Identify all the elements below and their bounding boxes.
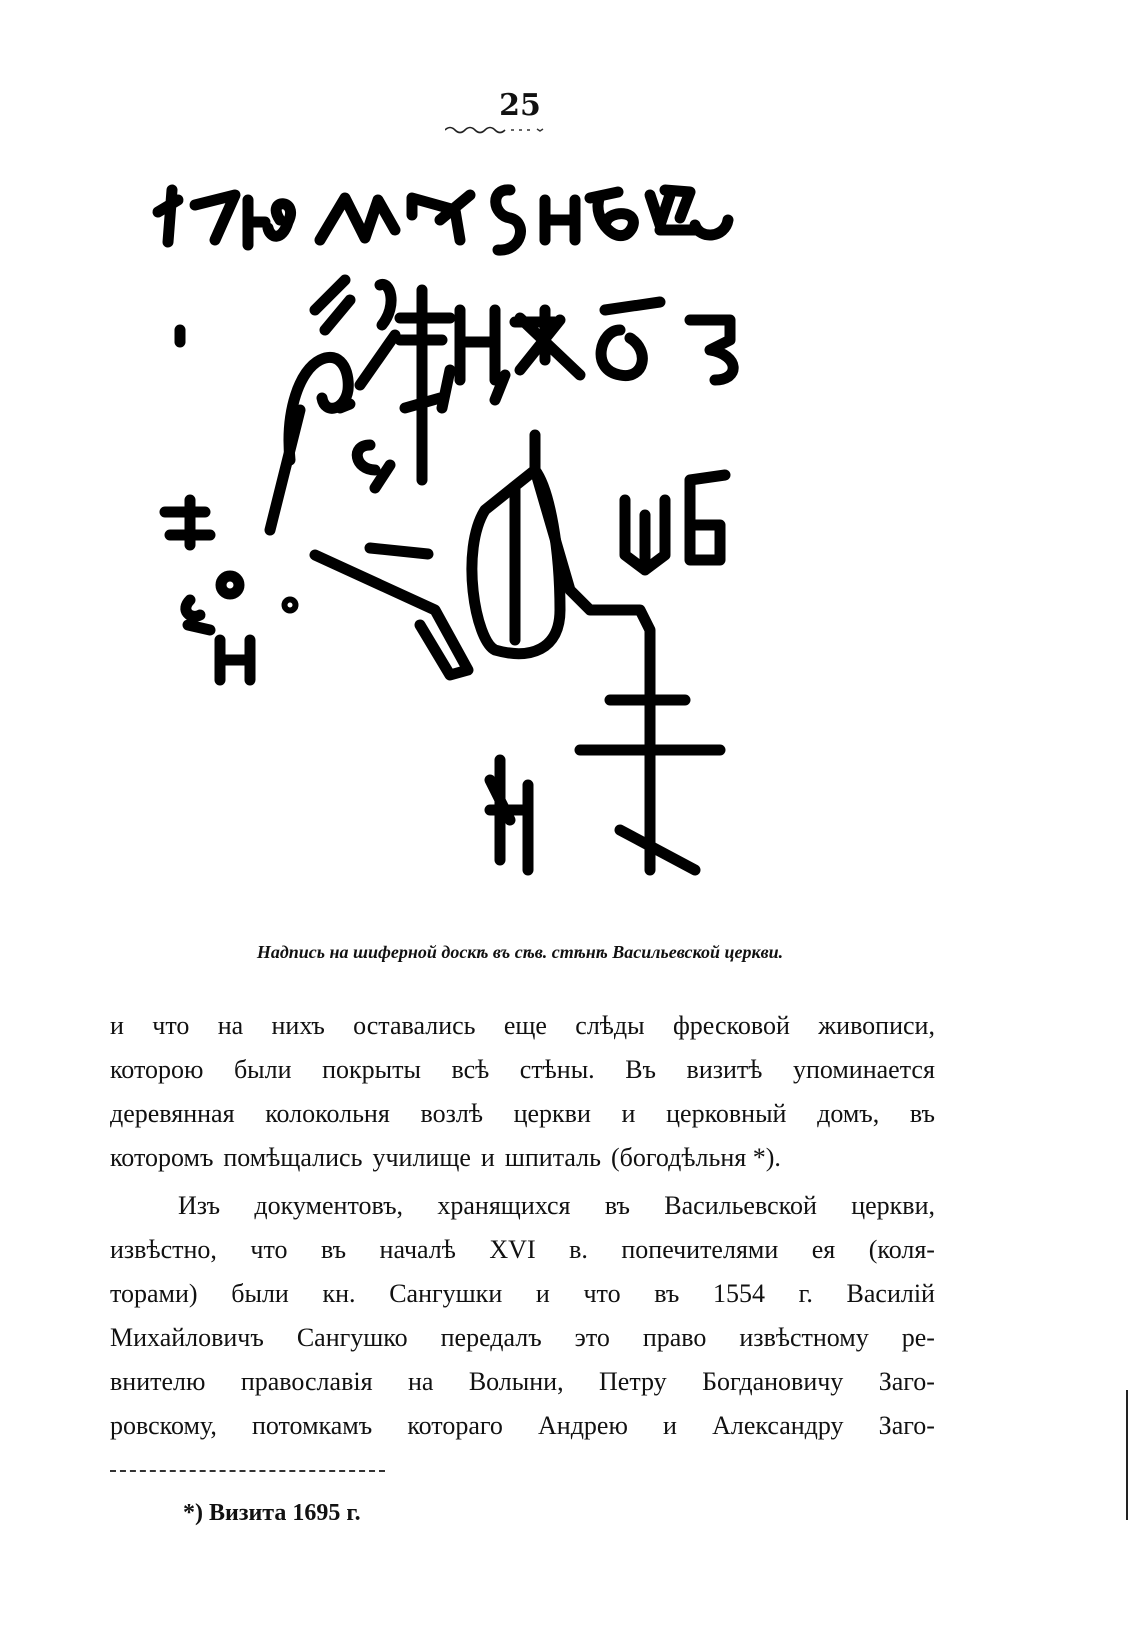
text-line [110, 1228, 935, 1272]
word: передалъ [440, 1323, 542, 1352]
word: церковный [666, 1099, 787, 1128]
word: возлѣ [420, 1099, 483, 1128]
word: потомкамъ [251, 1411, 373, 1440]
word: извѣстно, [110, 1235, 217, 1264]
word: Андрею [538, 1411, 628, 1440]
word: ровскому, [110, 1411, 217, 1440]
text-line [110, 1004, 935, 1048]
page-edge-mark [1126, 1390, 1128, 1520]
footnote: *) Визита 1695 г. [183, 1500, 361, 1526]
word: церкви [513, 1099, 591, 1128]
page-number: 25 [499, 88, 541, 123]
word: кн. [322, 1279, 356, 1308]
word: стѣны. [519, 1055, 595, 1084]
word: что [152, 1011, 190, 1040]
word: г. [798, 1279, 813, 1308]
word: упоминается [792, 1055, 935, 1084]
word: Александру [712, 1411, 844, 1440]
word: Петру [599, 1367, 667, 1396]
word: Изъ [178, 1191, 221, 1220]
word: (коля- [868, 1235, 935, 1264]
figure-caption: Надпись на шиферной доскѣ въ сѣв. стѣнѣ Васильевской церкви. [256, 942, 784, 962]
paragraph [110, 1004, 935, 1180]
text-line [110, 1092, 935, 1136]
word: православія [240, 1367, 373, 1396]
paragraph [110, 1184, 935, 1448]
word: извѣстному [739, 1323, 869, 1352]
word: Сангушки [389, 1279, 503, 1308]
word: Въ [625, 1055, 657, 1084]
word: церкви, [851, 1191, 935, 1220]
word: на [407, 1367, 434, 1396]
word: ея [811, 1235, 836, 1264]
word: нихъ [271, 1011, 325, 1040]
ornament-divider [445, 124, 565, 134]
word: въ [654, 1279, 680, 1308]
text-line [110, 1404, 935, 1448]
word: и [663, 1411, 677, 1440]
word: были [231, 1279, 289, 1308]
text-line [110, 1360, 935, 1404]
word: Михайловичъ [110, 1323, 264, 1352]
word: хранящихся [437, 1191, 571, 1220]
word: были [233, 1055, 292, 1084]
word: слѣды [575, 1011, 645, 1040]
word: это [574, 1323, 610, 1352]
inscription-drawing [150, 170, 850, 900]
word: которою [110, 1055, 204, 1084]
word: училище [372, 1143, 471, 1172]
word: Сангушко [296, 1323, 408, 1352]
word: и [110, 1011, 124, 1040]
word: торами) [110, 1279, 198, 1308]
word: внителю [110, 1367, 206, 1396]
word: котораго [407, 1411, 503, 1440]
text-line [110, 1316, 935, 1360]
word: XVI [489, 1235, 536, 1264]
footnote-divider [110, 1470, 385, 1472]
word: Василій [846, 1279, 935, 1308]
word: Васильевской [664, 1191, 817, 1220]
word: документовъ, [254, 1191, 404, 1220]
word: покрыты [322, 1055, 421, 1084]
word: которомъ [110, 1143, 214, 1172]
word: право [642, 1323, 707, 1352]
word: что [583, 1279, 621, 1308]
word: въ [320, 1235, 347, 1264]
word: фресковой [672, 1011, 790, 1040]
word: помѣщались [223, 1143, 363, 1172]
word: и [480, 1143, 495, 1172]
word: домъ, [817, 1099, 880, 1128]
word: что [250, 1235, 288, 1264]
body-text [110, 1004, 935, 1448]
word: ре- [901, 1323, 935, 1352]
word: на [217, 1011, 244, 1040]
text-line [110, 1272, 935, 1316]
word: Заго- [878, 1367, 935, 1396]
word: Волыни, [468, 1367, 564, 1396]
word: 1554 [712, 1279, 765, 1308]
word: попечителями [621, 1235, 779, 1264]
word: въ [604, 1191, 630, 1220]
word: деревянная [110, 1099, 235, 1128]
text-line [110, 1136, 935, 1180]
word: оставались [353, 1011, 476, 1040]
word: и [621, 1099, 636, 1128]
word: въ [909, 1099, 935, 1128]
word: Богдановичу [702, 1367, 844, 1396]
word: началѣ [379, 1235, 456, 1264]
word: в. [569, 1235, 588, 1264]
word: Заго- [878, 1411, 935, 1440]
word: и [535, 1279, 550, 1308]
word: колокольня [265, 1099, 390, 1128]
word: (богодѣльня *). [610, 1143, 781, 1172]
word: еще [503, 1011, 547, 1040]
word: визитѣ [686, 1055, 763, 1084]
word: живописи, [818, 1011, 935, 1040]
text-line [110, 1184, 935, 1228]
word: всѣ [451, 1055, 490, 1084]
text-line [110, 1048, 935, 1092]
word: шпиталь [504, 1143, 601, 1172]
